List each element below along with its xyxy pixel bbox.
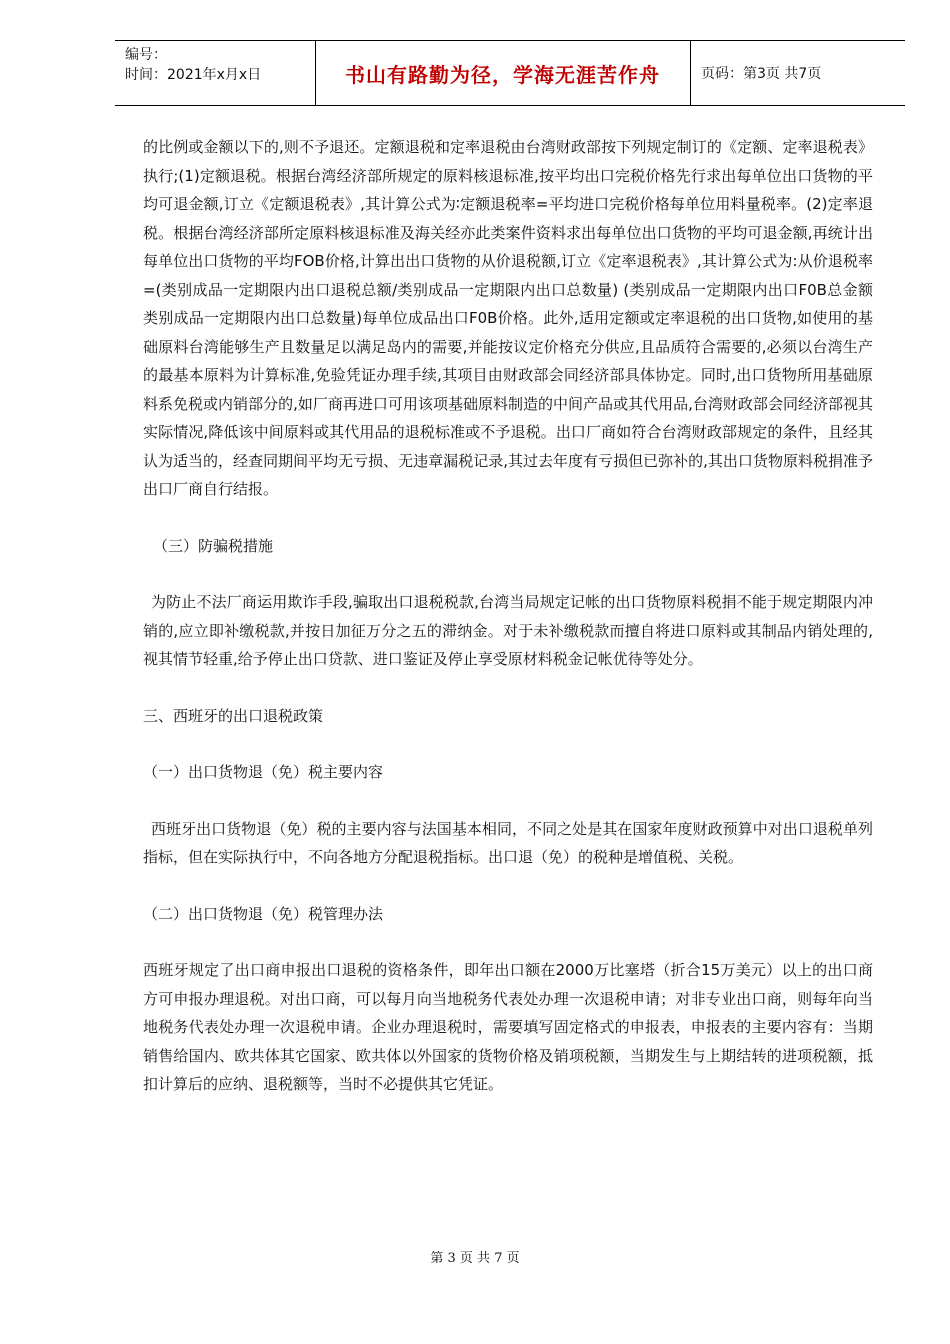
paragraph-spain-main-content: 西班牙出口货物退（免）税的主要内容与法国基本相同，不同之处是其在国家年度财政预算中对出口退税单列指标，但在实际执行中，不向各地方分配退税指标。出口退（免）的税种是增值税、关税。 (143, 819, 873, 866)
header-meta (125, 45, 315, 85)
header-motto: 书山有路勤为径，学海无涯苦作舟 (345, 62, 660, 87)
paragraph-spain-management: 西班牙规定了出口商申报出口退税的资格条件，即年出口额在2000万比塞塔（折合15万美元）以上的出口商方可申报办理退税。对出口商，可以每月向当地税务代表处办理一次退税申请；对非专业出口商，则每年向当地税务代表处办理一次退税申请。企业办理退税时，需要填写固定格式的申报表，申报表的主要内容有：当期销售给国内、欧共体其它国家、欧共体以外国家的货物价格及销项税额，当期发生与上期结转的进项税额，抵扣计算后的应纳、退税额等，当时不必提供其它凭证。 (143, 961, 873, 1093)
heading-anti-fraud: （三）防骗税措施 (153, 536, 274, 555)
heading-spain-main-content: （一）出口货物退（免）税主要内容 (143, 763, 384, 781)
document-body (143, 133, 889, 1099)
header-divider-right (690, 41, 691, 105)
header-page-info: 页码：第3页 共7页 (701, 66, 822, 82)
paragraph-anti-fraud: 为防止不法厂商运用欺诈手段,骗取出口退税税款,台湾当局规定记帐的出口货物原料税捐不能于规定期限内冲销的,应立即补缴税款,并按日加征万分之五的滞纳金。对于未补缴税款而擅自将进口原料或其制品内销处理的,视其情节轻重,给予停止出口贷款、进口鉴证及停止享受原材料税金记帐优待等处分。 (143, 593, 873, 668)
page-footer: 第 3 页 共 7 页 (430, 1251, 520, 1266)
time-line: 时间：2021年x月x日 (125, 67, 262, 83)
serial-label: 编号： (125, 47, 167, 63)
heading-spain-policy: 三、西班牙的出口退税政策 (143, 706, 324, 725)
paragraph-taiwan-refund-method: 的比例或金额以下的,则不予退还。定额退税和定率退税由台湾财政部按下列规定制订的《定额、定率退税表》执行;(1)定额退税。根据台湾经济部所规定的原料核退标准,按平均出口完税价格先行求出每单位出口货物的平均可退金额,订立《定额退税表》,其计算公式为∶定额退税率=平均进口完税价格每单位用料量税率。(2)定率退税。根据台湾经济部所定原料核退标准及海关经亦此类案件资料求出每单位出口货物的平均可退金额,再统计出每单位出口货物的平均FOB价格,计算出出口货物的从价退税额,订立《定率退税表》,其计算公式为:从价退税率=(类别成品一定期限内出口退税总额/类别成品一定期限内出口总数量) (类别成品一定期限内出口F0B总金额 类别成品一定期限内出口总数量)每单位成品出口F0B价格。此外,适用定额或定率退税的出口货物,如使用的基础原料台湾能够生产且数量足以满足岛内的需要,并能按议定价格充分供应,且品质符合需要的,必须以台湾生产的最基本原料为计算标准,免验凭证办理手续,其项目由财政部会同经济部具体协定。同时,出口货物所用基础原料系免税或内销部分的,如厂商再进口可用该项基础原料制造的中间产品或其代用品,台湾财政部会同经济部视其实际情况,降低该中间原料或其代用品的退税标准或不予退税。出口厂商如符合台湾财政部规定的条件，且经其认为适当的，经查同期间平均无亏损、无违章漏税记录,其过去年度有亏损但已弥补的,其出口货物原料税捐准予出口厂商自行结报。 (143, 138, 889, 498)
page-header (115, 40, 905, 106)
heading-spain-management: （二）出口货物退（免）税管理办法 (143, 904, 384, 923)
